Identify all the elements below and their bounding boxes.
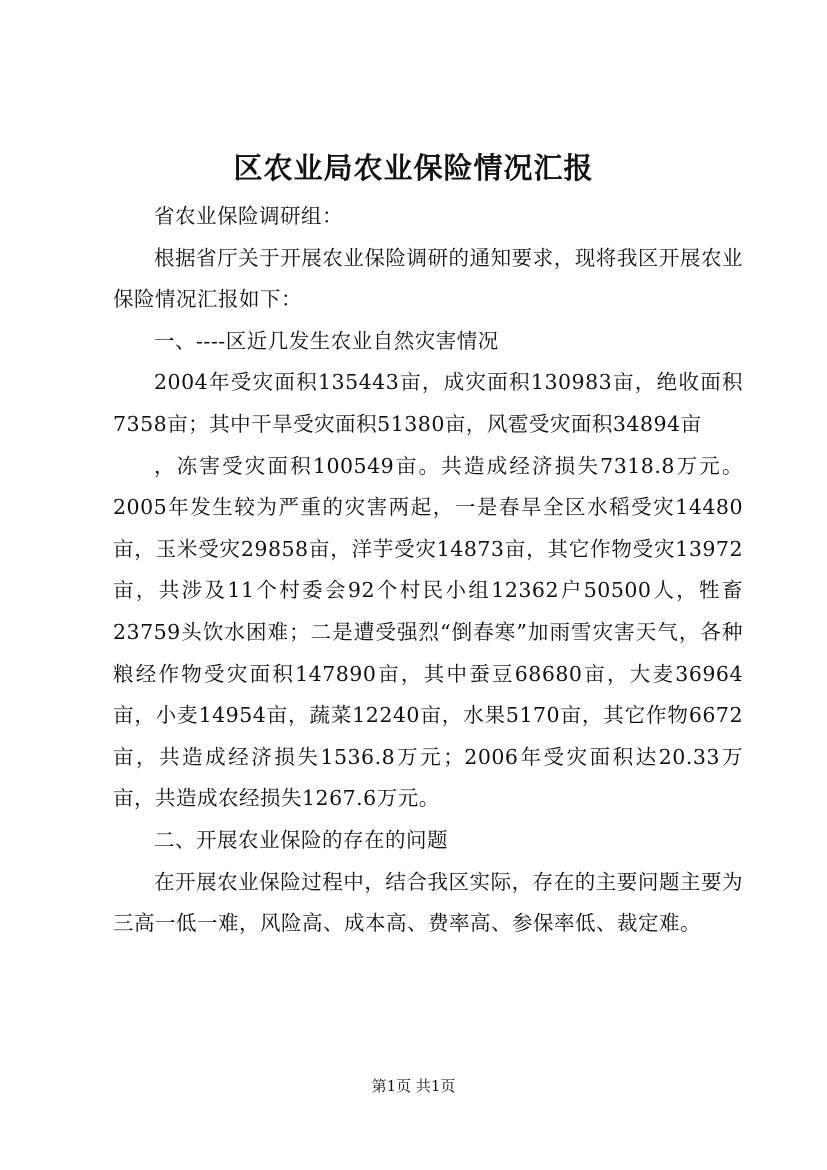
intro-paragraph: 根据省厅关于开展农业保险调研的通知要求，现将我区开展农业保险情况汇报如下： [113,245,743,312]
document-body [113,196,743,945]
salutation: 省农业保险调研组： [154,204,343,228]
section-2-heading: 二、开展农业保险的存在的问题 [154,827,448,852]
section-1-heading: 一、----区近几发生农业自然灾害情况 [154,328,499,353]
section-1-paragraph-2: ，冻害受灾面积100549亩。共造成经济损失7318.8万元。2005年发生较为严重的灾害两起，一是春旱全区水稻受灾14480亩，玉米受灾29858亩，洋芋受灾14873亩，其它作物受灾13972亩，共涉及11个村委会92个村民小组12362户50500人，牲畜23759头饮水困难；二是遭受强烈“倒春寒”加雨雪灾害天气，各种粮经作物受灾面积147890亩，其中蚕豆68680亩，大麦36964亩，小麦14954亩，蔬菜12240亩，水果5170亩，其它作物6672亩，共造成经济损失1536.8万元；2006年受灾面积达20.33万亩，共造成农经损失1267.6万元。 [113,453,743,811]
document-title: 区农业局农业保险情况汇报 [233,151,594,185]
page-footer: 第1页 共1页 [371,1077,456,1095]
section-1-paragraph-1: 2004年受灾面积135443亩，成灾面积130983亩，绝收面积7358亩；其中干旱受灾面积51380亩，风雹受灾面积34894亩 [113,370,743,436]
section-2-paragraph-1: 在开展农业保险过程中，结合我区实际，存在的主要问题主要为三高一低一难，风险高、成本高、费率高、参保率低、裁定难。 [113,869,743,936]
